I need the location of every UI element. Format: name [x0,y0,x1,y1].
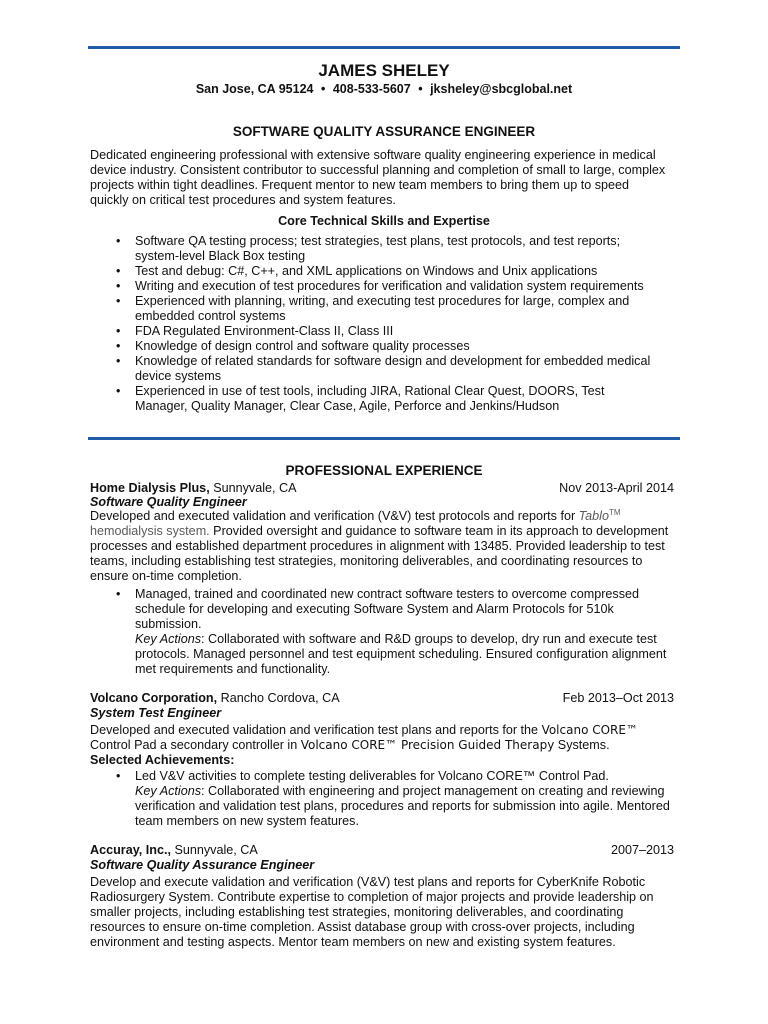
product-suffix: hemodialysis system. [90,524,210,538]
key-actions-text: : Collaborated with engineering and project management on creating and reviewing verification and validation test plans, procedures and reports for submission into agile. Mentored team members on new system features. [135,784,670,828]
company-location: Sunnyvale, CA [209,481,297,495]
job-description-text: Systems. [554,738,610,752]
bullet-icon: • [116,769,121,783]
job-description: Develop and execute validation and verification (V&V) test plans and reports for CyberKnife Robotic Radiosurgery System. Contribute expertise to completion of major projects and provide leadership on smaller projects, including establishing test strategies, monitoring deliverables, and coordinating resources to ensure on-time completion. Assist database group with cross-over projects, including environment and testing aspects. Mentor team members on new and existing system features. [90,875,654,949]
contact-location: San Jose, CA 95124 [195,82,314,96]
skill-text: Experienced with planning, writing, and executing test procedures for large, complex and embedded control systems [135,294,630,323]
achievement-list [90,587,672,677]
list-item [90,264,660,279]
section-divider [88,437,680,440]
job-description [90,723,670,753]
company-name: Volcano Corporation, [90,691,218,705]
bullet-icon: • [116,587,121,601]
job-description-text: Developed and executed validation and verification (V&V) test protocols and reports for [90,509,579,523]
skill-text: FDA Regulated Environment-Class II, Class III [135,324,394,338]
skill-text: Software QA testing process; test strategies, test plans, test protocols, and test reports; system-level Black Box testing [135,234,621,263]
contact-phone: 408-533-5607 [332,82,411,96]
contact-separator: • [320,82,326,96]
list-item [90,234,660,264]
skills-list [90,234,660,414]
job-title: System Test Engineer [90,706,222,720]
list-item [90,339,660,354]
job-description-text: Control Pad a secondary controller in [90,738,301,752]
company-name: Home Dialysis Plus, [90,481,210,495]
list-item [90,587,672,677]
skill-text: Writing and execution of test procedures for verification and validation system requirements [135,279,644,293]
achievement-text: Led V&V activities to complete testing deliverables for Volcano CORE™ Control Pad. [135,769,609,783]
skill-text: Experienced in use of test tools, including JIRA, Rational Clear Quest, DOORS, Test Manager, Quality Manager, Clear Case, Agile, Perforce and Jenkins/Hudson [135,384,605,413]
company-name: Accuray, Inc., [90,843,171,857]
job-description [90,509,670,584]
list-item [90,384,660,414]
candidate-name: JAMES SHELEY [318,61,450,80]
key-actions-text: : Collaborated with software and R&D groups to develop, dry run and execute test protocols. Managed personnel and test equipment scheduling. Ensured configuration alignment met requirements and functionality. [135,632,667,676]
bullet-icon: • [116,234,121,248]
job-dates: 2007–2013 [610,843,674,857]
contact-separator: • [418,82,423,96]
job-title: Software Quality Engineer [90,495,247,509]
list-item [90,324,660,339]
job-title: Software Quality Assurance Engineer [90,858,315,872]
job-header-accuray [90,843,678,858]
bullet-icon: • [116,384,121,398]
bullet-icon: • [116,279,121,293]
job-dates: Feb 2013–Oct 2013 [562,691,674,705]
job-objective-title: SOFTWARE QUALITY ASSURANCE ENGINEER [232,124,536,139]
list-item [90,294,660,324]
bullet-icon: • [116,264,121,278]
skill-text: Test and debug: C#, C++, and XML applications on Windows and Unix applications [135,264,598,278]
job-dates: Nov 2013-April 2014 [559,481,674,495]
bullet-icon: • [116,354,121,368]
job-header-home-dialysis [90,481,678,496]
experience-heading: PROFESSIONAL EXPERIENCE [285,463,483,478]
company-location: Rancho Cordova, CA [217,691,340,705]
skill-text: Knowledge of related standards for software design and development for embedded medical device systems [135,354,651,383]
trademark-mark: TM [609,507,621,517]
product-brand: Tablo [578,509,609,523]
bullet-icon: • [116,294,121,308]
selected-achievements-label: Selected Achievements: [90,753,235,767]
bullet-icon: • [116,324,121,338]
skill-text: Knowledge of design control and software quality processes [135,339,470,353]
job-description-text: Developed and executed validation and verification test plans and reports for the [90,723,542,737]
list-item [90,354,660,384]
job-description-text: Provided oversight and guidance to software team in its approach to development processes and established department procedures in alignment with 13485. Provided leadership to test teams, including establishing test strategies, monitoring deliverables, and coordinating resources to ensure on-time completion. [90,524,669,583]
job-header-volcano [90,691,678,706]
list-item [90,279,660,294]
summary-paragraph: Dedicated engineering professional with extensive software quality engineering experience in medical device industry. Consistent contributor to successful planning and completion of small to large, complex projects within tight deadlines. Frequent mentor to new team members to bring them up to speed quickly on critical test procedures and system features. [90,148,666,207]
contact-line [88,82,680,97]
product-name: Volcano CORE™ Precision Guided Therapy [300,738,555,752]
list-item [90,769,672,829]
product-name: Volcano CORE™ [541,723,638,737]
key-actions-label: Key Actions [135,632,202,646]
skills-heading: Core Technical Skills and Expertise [278,214,490,228]
achievement-text: Managed, trained and coordinated new contract software testers to overcome compressed schedule for developing and executing Software System and Alarm Protocols for 510k submission. [135,587,640,631]
contact-email: jksheley@sbcglobal.net [430,82,573,96]
bullet-icon: • [116,339,121,353]
achievement-list [90,769,672,829]
company-location: Sunnyvale, CA [170,843,258,857]
key-actions-label: Key Actions [135,784,202,798]
top-divider [88,46,680,49]
